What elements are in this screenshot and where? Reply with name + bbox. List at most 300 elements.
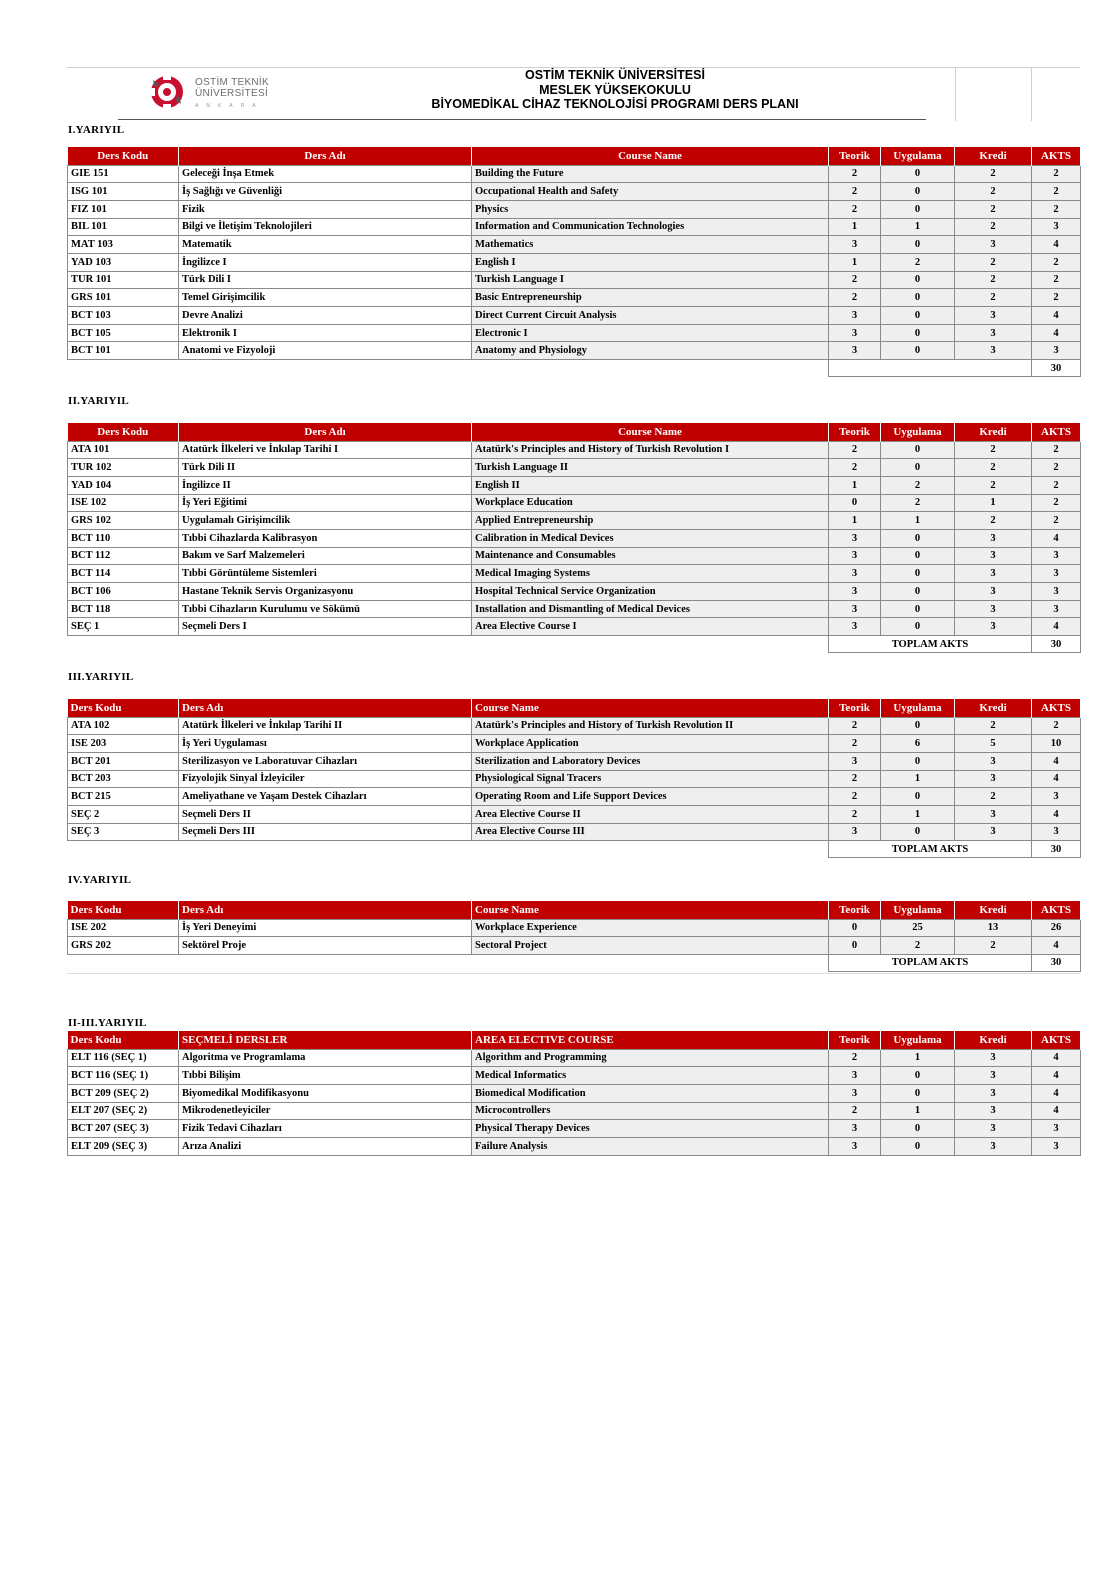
course-code: BCT 215: [68, 788, 179, 806]
theory-hours: 2: [829, 770, 881, 788]
theory-hours: 1: [829, 253, 881, 271]
ects: 10: [1032, 735, 1081, 753]
column-header-practice-hours: Uygulama: [881, 901, 955, 919]
ects: 2: [1032, 183, 1081, 201]
theory-hours: 3: [829, 823, 881, 841]
table-header-row: [68, 1031, 1081, 1049]
course-name-tr: Tıbbi Cihazların Kurulumu ve Sökümü: [179, 600, 472, 618]
credit: 3: [955, 324, 1032, 342]
practice-hours: 0: [881, 618, 955, 636]
ects: 4: [1032, 529, 1081, 547]
course-name-en: Maintenance and Consumables: [472, 547, 829, 565]
course-name-en: Calibration in Medical Devices: [472, 529, 829, 547]
column-header-theory-hours: Teorik: [829, 423, 881, 441]
credit: 2: [955, 717, 1032, 735]
credit: 2: [955, 253, 1032, 271]
theory-hours: 3: [829, 565, 881, 583]
theory-hours: 3: [829, 547, 881, 565]
practice-hours: 6: [881, 735, 955, 753]
table-header-row: [68, 901, 1081, 919]
course-code: ISE 202: [68, 919, 179, 937]
ects: 2: [1032, 459, 1081, 477]
credit: 3: [955, 1102, 1032, 1120]
practice-hours: 0: [881, 200, 955, 218]
course-code: SEÇ 3: [68, 823, 179, 841]
ects: 2: [1032, 476, 1081, 494]
ects: 4: [1032, 805, 1081, 823]
course-code: GRS 202: [68, 937, 179, 955]
table-row: [68, 547, 1081, 565]
credit: 3: [955, 1120, 1032, 1138]
credit: 2: [955, 289, 1032, 307]
table-row: [68, 788, 1081, 806]
column-header-practice-hours: Uygulama: [881, 1031, 955, 1049]
course-code: ELT 116 (SEÇ 1): [68, 1049, 179, 1067]
theory-hours: 3: [829, 324, 881, 342]
ects: 4: [1032, 1102, 1081, 1120]
table-header-row: [68, 147, 1081, 165]
course-name-en: Atatürk's Principles and History of Turkish Revolution I: [472, 441, 829, 459]
theory-hours: 3: [829, 529, 881, 547]
practice-hours: 0: [881, 1120, 955, 1138]
course-name-en: Sterilization and Laboratory Devices: [472, 752, 829, 770]
table-row: [68, 600, 1081, 618]
ects: 3: [1032, 583, 1081, 601]
semester-table: [67, 699, 1081, 858]
table-row: [68, 476, 1081, 494]
credit: 13: [955, 919, 1032, 937]
course-name-en: Algorithm and Programming: [472, 1049, 829, 1067]
theory-hours: 3: [829, 1067, 881, 1085]
theory-hours: 1: [829, 476, 881, 494]
logo-city: ANKARA: [195, 103, 264, 109]
total-spacer: [68, 841, 829, 858]
practice-hours: 0: [881, 459, 955, 477]
theory-hours: 3: [829, 307, 881, 325]
course-name-tr: Fizik: [179, 200, 472, 218]
ects: 3: [1032, 823, 1081, 841]
practice-hours: 2: [881, 253, 955, 271]
course-name-en: Failure Analysis: [472, 1137, 829, 1155]
column-header-theory-hours: Teorik: [829, 1031, 881, 1049]
credit: 5: [955, 735, 1032, 753]
credit: 3: [955, 529, 1032, 547]
column-header-ects: AKTS: [1032, 147, 1081, 165]
total-row: [68, 841, 1081, 858]
column-header-ects: AKTS: [1032, 423, 1081, 441]
section-divider: [67, 973, 1080, 974]
practice-hours: 0: [881, 1067, 955, 1085]
ects: 3: [1032, 600, 1081, 618]
practice-hours: 0: [881, 289, 955, 307]
ects: 3: [1032, 218, 1081, 236]
course-name-tr: Seçmeli Ders I: [179, 618, 472, 636]
theory-hours: 3: [829, 1084, 881, 1102]
column-header-credit: Kredi: [955, 147, 1032, 165]
semester-label: IV.YARIYIL: [68, 874, 132, 886]
table-row: [68, 717, 1081, 735]
theory-hours: 2: [829, 459, 881, 477]
ects: 4: [1032, 1049, 1081, 1067]
semester-label: I.YARIYIL: [68, 124, 125, 136]
theory-hours: 2: [829, 165, 881, 183]
header-divider: [1031, 68, 1032, 121]
total-spacer: [68, 636, 829, 653]
course-name-en: Medical Imaging Systems: [472, 565, 829, 583]
credit: 3: [955, 236, 1032, 254]
course-code: MAT 103: [68, 236, 179, 254]
total-label: TOPLAM AKTS: [829, 636, 1032, 653]
practice-hours: 2: [881, 494, 955, 512]
practice-hours: 0: [881, 600, 955, 618]
credit: 2: [955, 788, 1032, 806]
course-name-tr: Fizik Tedavi Cihazları: [179, 1120, 472, 1138]
course-name-en: Biomedical Modification: [472, 1084, 829, 1102]
ects: 4: [1032, 236, 1081, 254]
credit: 3: [955, 618, 1032, 636]
practice-hours: 0: [881, 165, 955, 183]
course-code: BCT 209 (SEÇ 2): [68, 1084, 179, 1102]
theory-hours: 2: [829, 271, 881, 289]
course-name-en: Microcontrollers: [472, 1102, 829, 1120]
ects: 3: [1032, 342, 1081, 360]
course-code: TUR 102: [68, 459, 179, 477]
course-name-en: Turkish Language II: [472, 459, 829, 477]
practice-hours: 0: [881, 1137, 955, 1155]
course-name-tr: Seçmeli Ders III: [179, 823, 472, 841]
course-name-en: Building the Future: [472, 165, 829, 183]
credit: 2: [955, 183, 1032, 201]
column-header-course-code: Ders Kodu: [68, 1031, 179, 1049]
practice-hours: 2: [881, 476, 955, 494]
column-header-practice-hours: Uygulama: [881, 699, 955, 717]
practice-hours: 1: [881, 770, 955, 788]
course-code: BCT 101: [68, 342, 179, 360]
practice-hours: 1: [881, 218, 955, 236]
total-label: TOPLAM AKTS: [829, 954, 1032, 971]
total-spacer: [68, 360, 829, 377]
practice-hours: 0: [881, 307, 955, 325]
course-name-tr: Arıza Analizi: [179, 1137, 472, 1155]
credit: 3: [955, 583, 1032, 601]
table-row: [68, 752, 1081, 770]
course-code: SEÇ 2: [68, 805, 179, 823]
course-name-en: Information and Communication Technologies: [472, 218, 829, 236]
credit: 3: [955, 565, 1032, 583]
course-code: BCT 103: [68, 307, 179, 325]
ects: 4: [1032, 307, 1081, 325]
theory-hours: 3: [829, 583, 881, 601]
table-row: [68, 324, 1081, 342]
course-name-tr: İngilizce I: [179, 253, 472, 271]
theory-hours: 2: [829, 289, 881, 307]
course-code: ISE 102: [68, 494, 179, 512]
theory-hours: 3: [829, 752, 881, 770]
total-ects-value: 30: [1032, 360, 1081, 377]
table-row: [68, 236, 1081, 254]
course-name-tr: Biyomedikal Modifikasyonu: [179, 1084, 472, 1102]
course-code: GRS 101: [68, 289, 179, 307]
theory-hours: 3: [829, 236, 881, 254]
theory-hours: 2: [829, 1102, 881, 1120]
table-row: [68, 1102, 1081, 1120]
theory-hours: 3: [829, 1137, 881, 1155]
column-header-course-name-en: Course Name: [472, 699, 829, 717]
column-header-ects: AKTS: [1032, 901, 1081, 919]
course-name-en: Mathematics: [472, 236, 829, 254]
course-name-tr: Elektronik I: [179, 324, 472, 342]
table-row: [68, 919, 1081, 937]
logo-wordmark: OSTİM TEKNİK ÜNİVERSİTESİ: [195, 77, 269, 99]
credit: 3: [955, 1067, 1032, 1085]
course-name-en: Workplace Education: [472, 494, 829, 512]
table-row: [68, 823, 1081, 841]
course-name-en: Anatomy and Physiology: [472, 342, 829, 360]
course-code: BIL 101: [68, 218, 179, 236]
practice-hours: 0: [881, 441, 955, 459]
column-header-credit: Kredi: [955, 423, 1032, 441]
practice-hours: 1: [881, 512, 955, 530]
column-header-course-name-tr: Ders Adı: [179, 423, 472, 441]
table-row: [68, 307, 1081, 325]
course-code: ELT 207 (SEÇ 2): [68, 1102, 179, 1120]
course-name-tr: Matematik: [179, 236, 472, 254]
total-label: TOPLAM AKTS: [829, 841, 1032, 858]
course-name-tr: Hastane Teknik Servis Organizasyonu: [179, 583, 472, 601]
course-name-tr: Temel Girişimcilik: [179, 289, 472, 307]
ects: 2: [1032, 271, 1081, 289]
course-name-en: Sectoral Project: [472, 937, 829, 955]
credit: 3: [955, 1137, 1032, 1155]
theory-hours: 0: [829, 919, 881, 937]
course-name-en: Physiological Signal Tracers: [472, 770, 829, 788]
credit: 2: [955, 459, 1032, 477]
course-name-tr: Geleceği İnşa Etmek: [179, 165, 472, 183]
course-code: ISE 203: [68, 735, 179, 753]
table-row: [68, 165, 1081, 183]
table-row: [68, 218, 1081, 236]
course-code: ELT 209 (SEÇ 3): [68, 1137, 179, 1155]
total-row: [68, 954, 1081, 971]
semester-table: [67, 147, 1081, 377]
credit: 2: [955, 200, 1032, 218]
table-row: [68, 441, 1081, 459]
ects: 4: [1032, 770, 1081, 788]
course-name-en: Operating Room and Life Support Devices: [472, 788, 829, 806]
table-row: [68, 342, 1081, 360]
practice-hours: 0: [881, 324, 955, 342]
credit: 3: [955, 1049, 1032, 1067]
table-row: [68, 183, 1081, 201]
total-ects-value: 30: [1032, 954, 1081, 971]
credit: 3: [955, 307, 1032, 325]
practice-hours: 1: [881, 1049, 955, 1067]
total-spacer: [68, 954, 829, 971]
course-name-tr: Tıbbi Görüntüleme Sistemleri: [179, 565, 472, 583]
ects: 2: [1032, 717, 1081, 735]
column-header-course-name-en: Course Name: [472, 147, 829, 165]
credit: 3: [955, 600, 1032, 618]
column-header-ects: AKTS: [1032, 1031, 1081, 1049]
theory-hours: 3: [829, 342, 881, 360]
table-row: [68, 937, 1081, 955]
ects: 4: [1032, 324, 1081, 342]
ects: 2: [1032, 253, 1081, 271]
course-name-tr: İş Yeri Eğitimi: [179, 494, 472, 512]
total-label: [829, 360, 1032, 377]
course-name-tr: İngilizce II: [179, 476, 472, 494]
column-header-practice-hours: Uygulama: [881, 423, 955, 441]
course-name-tr: İş Yeri Uygulaması: [179, 735, 472, 753]
credit: 3: [955, 342, 1032, 360]
course-code: BCT 201: [68, 752, 179, 770]
course-code: BCT 110: [68, 529, 179, 547]
ects: 2: [1032, 441, 1081, 459]
course-name-tr: Ameliyathane ve Yaşam Destek Cihazları: [179, 788, 472, 806]
course-name-en: Applied Entrepreneurship: [472, 512, 829, 530]
theory-hours: 3: [829, 600, 881, 618]
table-row: [68, 618, 1081, 636]
credit: 3: [955, 805, 1032, 823]
credit: 3: [955, 1084, 1032, 1102]
theory-hours: 2: [829, 1049, 881, 1067]
practice-hours: 0: [881, 547, 955, 565]
course-name-tr: Seçmeli Ders II: [179, 805, 472, 823]
title-program: BİYOMEDİKAL CİHAZ TEKNOLOJİSİ PROGRAMI DERS PLANI: [431, 97, 799, 111]
course-name-tr: Türk Dili II: [179, 459, 472, 477]
credit: 2: [955, 218, 1032, 236]
column-header-course-name-tr: Ders Adı: [179, 147, 472, 165]
column-header-ects: AKTS: [1032, 699, 1081, 717]
course-name-tr: Bakım ve Sarf Malzemeleri: [179, 547, 472, 565]
ects: 4: [1032, 618, 1081, 636]
course-code: BCT 106: [68, 583, 179, 601]
practice-hours: 0: [881, 823, 955, 841]
ects: 3: [1032, 1137, 1081, 1155]
practice-hours: 0: [881, 183, 955, 201]
practice-hours: 0: [881, 236, 955, 254]
credit: 2: [955, 476, 1032, 494]
theory-hours: 1: [829, 218, 881, 236]
course-name-tr: Türk Dili I: [179, 271, 472, 289]
table-row: [68, 583, 1081, 601]
ects: 3: [1032, 547, 1081, 565]
column-header-course-name-tr: SEÇMELİ DERSLER: [179, 1031, 472, 1049]
total-row: [68, 636, 1081, 653]
course-code: TUR 101: [68, 271, 179, 289]
ects: 3: [1032, 1120, 1081, 1138]
course-code: BCT 105: [68, 324, 179, 342]
ects: 4: [1032, 1084, 1081, 1102]
credit: 3: [955, 752, 1032, 770]
course-name-tr: Mikrodenetleyiciler: [179, 1102, 472, 1120]
theory-hours: 0: [829, 494, 881, 512]
table-row: [68, 1049, 1081, 1067]
course-name-en: Workplace Experience: [472, 919, 829, 937]
total-ects-value: 30: [1032, 636, 1081, 653]
document-title: [290, 68, 940, 112]
total-ects-value: 30: [1032, 841, 1081, 858]
semester-table: [67, 901, 1081, 972]
credit: 2: [955, 271, 1032, 289]
theory-hours: 2: [829, 805, 881, 823]
table-row: [68, 512, 1081, 530]
course-code: YAD 103: [68, 253, 179, 271]
practice-hours: 0: [881, 529, 955, 547]
course-code: BCT 207 (SEÇ 3): [68, 1120, 179, 1138]
course-name-en: Area Elective Course II: [472, 805, 829, 823]
course-name-tr: İş Yeri Deneyimi: [179, 919, 472, 937]
ects: 3: [1032, 788, 1081, 806]
header-bottom-rule: [118, 119, 926, 120]
credit: 2: [955, 165, 1032, 183]
ects: 2: [1032, 512, 1081, 530]
credit: 1: [955, 494, 1032, 512]
table-row: [68, 565, 1081, 583]
course-name-tr: Anatomi ve Fizyoloji: [179, 342, 472, 360]
course-name-en: English I: [472, 253, 829, 271]
course-code: BCT 203: [68, 770, 179, 788]
practice-hours: 0: [881, 717, 955, 735]
credit: 3: [955, 547, 1032, 565]
table-row: [68, 1084, 1081, 1102]
course-code: ATA 101: [68, 441, 179, 459]
credit: 2: [955, 441, 1032, 459]
course-name-tr: Fizyolojik Sinyal İzleyiciler: [179, 770, 472, 788]
practice-hours: 25: [881, 919, 955, 937]
semester-label: III.YARIYIL: [68, 671, 134, 683]
practice-hours: 0: [881, 565, 955, 583]
practice-hours: 0: [881, 342, 955, 360]
table-row: [68, 1067, 1081, 1085]
theory-hours: 2: [829, 200, 881, 218]
semester-table: [67, 423, 1081, 653]
theory-hours: 2: [829, 717, 881, 735]
course-name-tr: Atatürk İlkeleri ve İnkılap Tarihi II: [179, 717, 472, 735]
column-header-course-name-en: Course Name: [472, 901, 829, 919]
course-code: BCT 116 (SEÇ 1): [68, 1067, 179, 1085]
practice-hours: 0: [881, 788, 955, 806]
column-header-credit: Kredi: [955, 1031, 1032, 1049]
course-name-en: English II: [472, 476, 829, 494]
course-name-tr: Tıbbi Cihazlarda Kalibrasyon: [179, 529, 472, 547]
column-header-theory-hours: Teorik: [829, 699, 881, 717]
ects: 3: [1032, 565, 1081, 583]
credit: 3: [955, 823, 1032, 841]
theory-hours: 1: [829, 512, 881, 530]
course-name-en: Occupational Health and Safety: [472, 183, 829, 201]
table-header-row: [68, 699, 1081, 717]
course-name-en: Direct Current Circuit Analysis: [472, 307, 829, 325]
table-row: [68, 200, 1081, 218]
column-header-course-code: Ders Kodu: [68, 147, 179, 165]
course-code: GRS 102: [68, 512, 179, 530]
column-header-course-name-tr: Ders Adı: [179, 901, 472, 919]
ects: 4: [1032, 752, 1081, 770]
course-name-en: Atatürk's Principles and History of Turkish Revolution II: [472, 717, 829, 735]
course-name-en: Workplace Application: [472, 735, 829, 753]
practice-hours: 0: [881, 752, 955, 770]
column-header-theory-hours: Teorik: [829, 901, 881, 919]
column-header-credit: Kredi: [955, 901, 1032, 919]
column-header-credit: Kredi: [955, 699, 1032, 717]
column-header-course-name-en: Course Name: [472, 423, 829, 441]
table-row: [68, 459, 1081, 477]
table-row: [68, 289, 1081, 307]
semester-label: II-III.YARIYIL: [68, 1017, 147, 1029]
course-name-tr: Tıbbi Bilişim: [179, 1067, 472, 1085]
column-header-course-name-en: AREA ELECTIVE COURSE: [472, 1031, 829, 1049]
